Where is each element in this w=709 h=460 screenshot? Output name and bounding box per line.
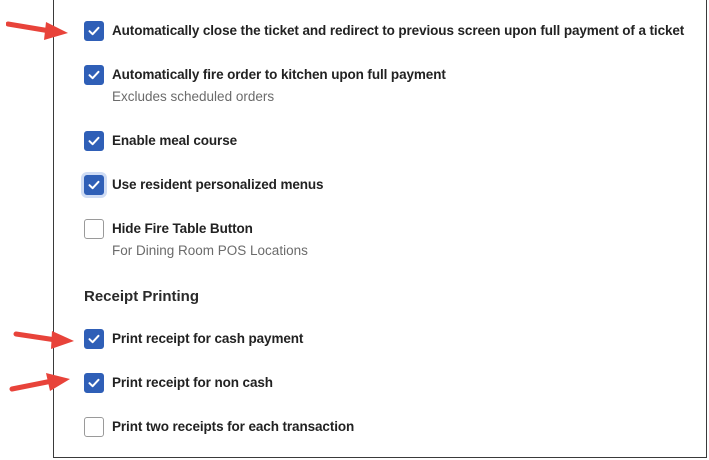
hide-fire-table-button-checkbox[interactable]: [84, 219, 104, 239]
hide-fire-table-button-sublabel: For Dining Room POS Locations: [112, 243, 308, 258]
setting-print-receipt-non-cash[interactable]: [84, 373, 273, 393]
resident-personalized-menus-checkbox[interactable]: [84, 175, 104, 195]
setting-auto-close-ticket[interactable]: [84, 21, 684, 41]
red-arrow-annotation: [6, 18, 70, 42]
print-two-receipts-label: Print two receipts for each transaction: [112, 419, 355, 434]
checkmark-icon: [87, 178, 101, 192]
enable-meal-course-checkbox[interactable]: [84, 131, 104, 151]
auto-fire-order-checkbox[interactable]: [84, 65, 104, 85]
print-receipt-cash-label: Print receipt for cash payment: [112, 331, 304, 346]
enable-meal-course-label: Enable meal course: [112, 133, 238, 148]
setting-resident-personalized-menus[interactable]: [84, 175, 323, 195]
checkmark-icon: [87, 332, 101, 346]
receipt-printing-heading: Receipt Printing: [84, 288, 200, 305]
print-receipt-non-cash-checkbox[interactable]: [84, 373, 104, 393]
auto-fire-order-label: Automatically fire order to kitchen upon full payment: [112, 67, 446, 82]
checkmark-icon: [87, 24, 101, 38]
auto-fire-order-sublabel: Excludes scheduled orders: [112, 89, 275, 104]
auto-close-ticket-checkbox[interactable]: [84, 21, 104, 41]
auto-close-ticket-label: Automatically close the ticket and redirect to previous screen upon full payment of a ticket: [112, 23, 685, 38]
settings-panel: [53, 0, 707, 458]
resident-personalized-menus-label: Use resident personalized menus: [112, 177, 324, 192]
setting-hide-fire-table-button[interactable]: [84, 219, 308, 260]
setting-print-receipt-cash[interactable]: [84, 329, 303, 349]
checkmark-icon: [87, 68, 101, 82]
print-receipt-cash-checkbox[interactable]: [84, 329, 104, 349]
red-arrow-annotation: [8, 371, 72, 395]
print-receipt-non-cash-label: Print receipt for non cash: [112, 375, 273, 390]
red-arrow-annotation: [12, 327, 76, 351]
setting-print-two-receipts[interactable]: [84, 417, 354, 437]
checkmark-icon: [87, 376, 101, 390]
print-two-receipts-checkbox[interactable]: [84, 417, 104, 437]
checkmark-icon: [87, 134, 101, 148]
hide-fire-table-button-label: Hide Fire Table Button: [112, 221, 253, 236]
setting-enable-meal-course[interactable]: [84, 131, 237, 151]
setting-auto-fire-order[interactable]: [84, 65, 446, 106]
